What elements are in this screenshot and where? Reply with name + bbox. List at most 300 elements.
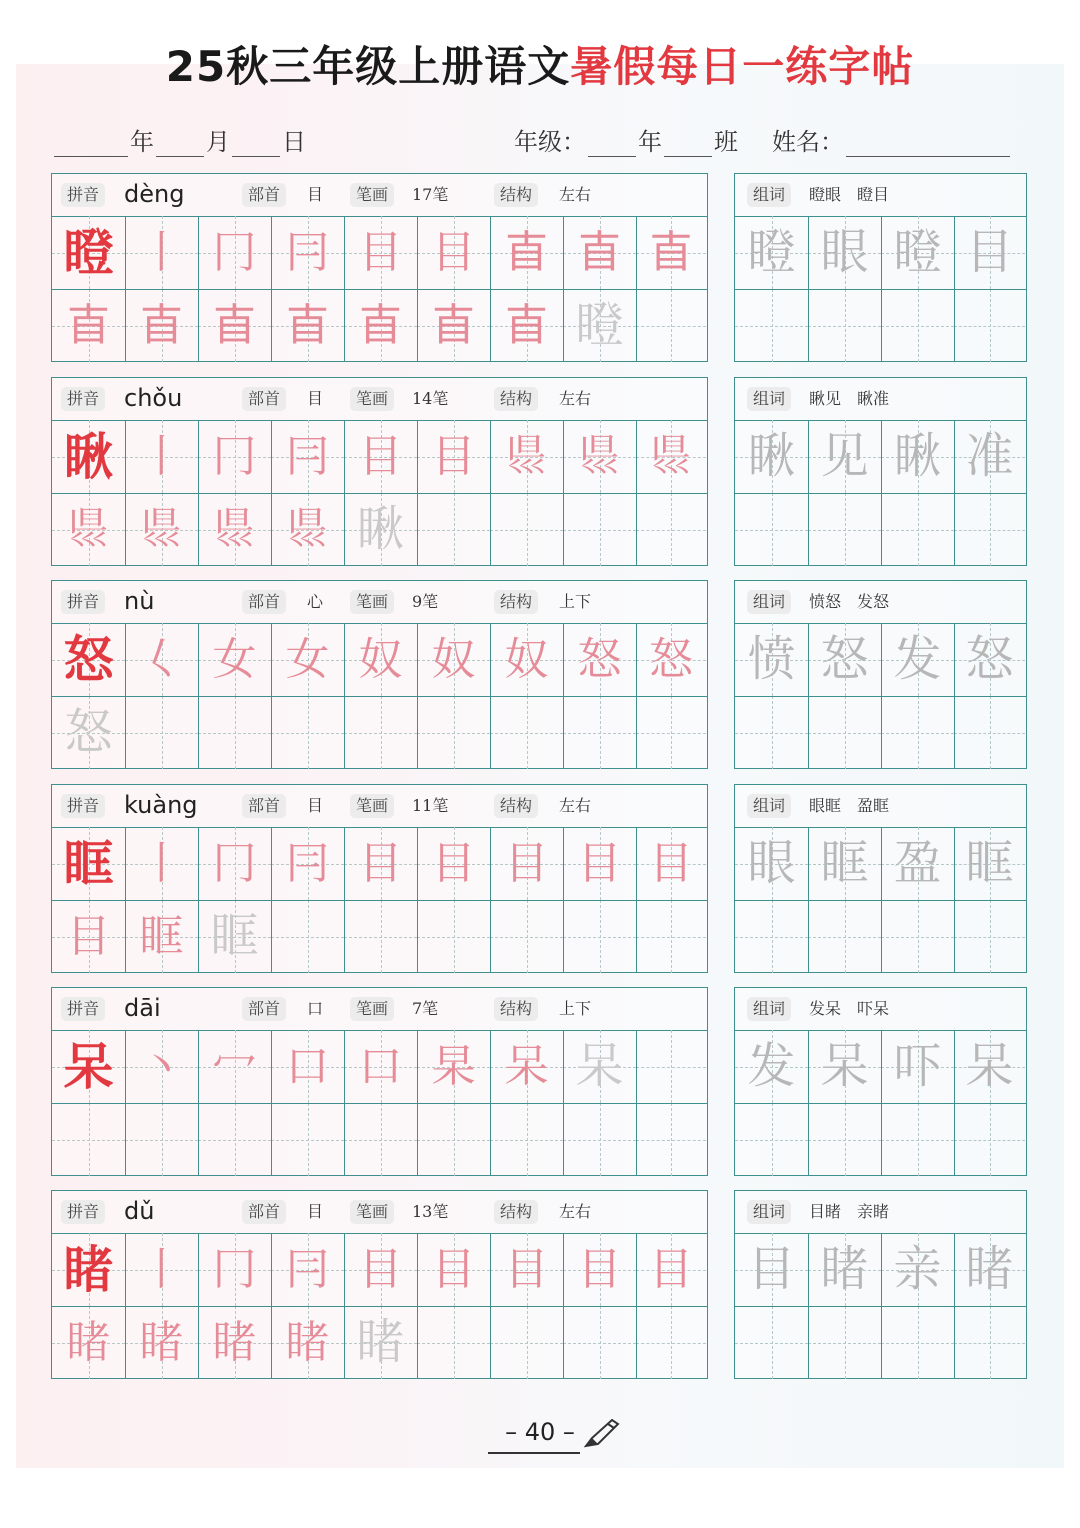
tianzige-cell[interactable] bbox=[490, 623, 563, 696]
practice-panel bbox=[51, 784, 708, 973]
word-group-panel bbox=[734, 173, 1027, 362]
word-practice-row bbox=[735, 1103, 1026, 1176]
tianzige-cell[interactable] bbox=[563, 1233, 636, 1306]
tianzige-cell[interactable] bbox=[125, 1030, 198, 1103]
words-value: 眼眶 盈眶 bbox=[809, 796, 890, 815]
tianzige-cell[interactable] bbox=[735, 623, 808, 696]
word-trace-character: 目 bbox=[965, 224, 1014, 280]
model-character: 呆 bbox=[63, 1037, 114, 1096]
tianzige-cell[interactable] bbox=[417, 696, 490, 769]
character-block bbox=[51, 1190, 1027, 1379]
tianzige-cell[interactable] bbox=[417, 1306, 490, 1379]
stroke-order-step: 瞪 bbox=[575, 297, 624, 353]
tianzige-cell[interactable] bbox=[125, 827, 198, 900]
tianzige-cell[interactable] bbox=[125, 216, 198, 289]
tianzige-cell[interactable] bbox=[954, 289, 1025, 362]
tianzige-cell[interactable] bbox=[881, 623, 954, 696]
practice-row bbox=[52, 696, 707, 769]
stroke-order-step: 𥃭 bbox=[577, 227, 622, 278]
page-title bbox=[0, 34, 1080, 94]
tianzige-cell[interactable] bbox=[954, 1030, 1025, 1103]
stroke-order-step: 丶 bbox=[139, 1041, 184, 1092]
stroke-order-step: 杲 bbox=[431, 1041, 476, 1092]
stroke-order-step: 目 bbox=[358, 431, 403, 482]
tianzige-cell[interactable] bbox=[125, 493, 198, 566]
tianzige-cell[interactable] bbox=[954, 1103, 1025, 1176]
tianzige-cell[interactable] bbox=[490, 900, 563, 973]
word-trace-character: 呆 bbox=[965, 1038, 1014, 1094]
stroke-order-step: 𡿨 bbox=[139, 634, 184, 685]
strokes-label: 笔画 bbox=[350, 794, 394, 818]
stroke-order-step: 𥃭 bbox=[504, 227, 549, 278]
tianzige-cell[interactable] bbox=[52, 1306, 125, 1379]
word-trace-character: 睹 bbox=[965, 1241, 1014, 1297]
tianzige-cell[interactable] bbox=[636, 216, 706, 289]
word-practice-row bbox=[735, 493, 1026, 566]
tianzige-cell[interactable] bbox=[563, 900, 636, 973]
tianzige-cell[interactable] bbox=[125, 696, 198, 769]
tianzige-cell[interactable] bbox=[563, 216, 636, 289]
tianzige-cell[interactable] bbox=[344, 1030, 417, 1103]
tianzige-cell[interactable] bbox=[490, 1103, 563, 1176]
radical-label: 部首 bbox=[242, 387, 286, 411]
tianzige-cell[interactable] bbox=[808, 900, 881, 973]
radical-value: 目 bbox=[307, 185, 324, 204]
tianzige-cell[interactable] bbox=[563, 1306, 636, 1379]
tianzige-cell[interactable] bbox=[808, 420, 881, 493]
stroke-order-step: 目 bbox=[649, 1244, 693, 1295]
stroke-order-step: 丨 bbox=[139, 431, 184, 482]
stroke-order-step: 冂 bbox=[212, 838, 257, 889]
tianzige-cell[interactable] bbox=[563, 289, 636, 362]
tianzige-cell[interactable] bbox=[417, 623, 490, 696]
stroke-order-step: 睹 bbox=[212, 1317, 257, 1368]
tianzige-cell[interactable] bbox=[881, 493, 954, 566]
tianzige-cell[interactable] bbox=[563, 1030, 636, 1103]
tianzige-cell[interactable] bbox=[417, 420, 490, 493]
tianzige-cell[interactable] bbox=[881, 216, 954, 289]
stroke-order-step: 目 bbox=[358, 227, 403, 278]
tianzige-cell[interactable] bbox=[52, 623, 125, 696]
tianzige-cell[interactable] bbox=[735, 900, 808, 973]
tianzige-cell[interactable] bbox=[490, 1306, 563, 1379]
tianzige-cell[interactable] bbox=[125, 289, 198, 362]
radical-label: 部首 bbox=[242, 997, 286, 1021]
tianzige-cell[interactable] bbox=[563, 827, 636, 900]
tianzige-cell[interactable] bbox=[271, 1103, 344, 1176]
tianzige-cell[interactable] bbox=[735, 420, 808, 493]
stroke-order-step: 丨 bbox=[139, 1244, 184, 1295]
month-blank[interactable] bbox=[156, 132, 204, 157]
name-blank[interactable] bbox=[846, 132, 1010, 157]
strokes-label: 笔画 bbox=[350, 387, 394, 411]
word-trace-character: 亲 bbox=[893, 1241, 942, 1297]
tianzige-cell[interactable] bbox=[417, 900, 490, 973]
tianzige-cell[interactable] bbox=[954, 1233, 1025, 1306]
model-character: 睹 bbox=[63, 1240, 114, 1299]
word-trace-character: 吓 bbox=[893, 1038, 942, 1094]
structure-value: 左右 bbox=[559, 1202, 592, 1221]
stroke-order-step: 𥃭 bbox=[66, 300, 111, 351]
stroke-order-step: 眶 bbox=[139, 911, 184, 962]
tianzige-cell[interactable] bbox=[954, 493, 1025, 566]
stroke-order-step: 口 bbox=[358, 1041, 403, 1092]
tianzige-cell[interactable] bbox=[881, 289, 954, 362]
page-number: 40 bbox=[524, 1418, 556, 1446]
day-blank[interactable] bbox=[232, 132, 280, 157]
character-info-header bbox=[52, 785, 707, 828]
tianzige-cell[interactable] bbox=[417, 289, 490, 362]
tianzige-cell[interactable] bbox=[125, 623, 198, 696]
tianzige-cell[interactable] bbox=[636, 1103, 706, 1176]
stroke-order-step: 𥄉 bbox=[285, 504, 330, 555]
practice-panel bbox=[51, 1190, 708, 1379]
year-label: 年 bbox=[130, 128, 154, 156]
word-group-header bbox=[735, 988, 1026, 1031]
words-label: 组词 bbox=[747, 794, 791, 818]
stroke-order-step: 目 bbox=[431, 1244, 476, 1295]
tianzige-cell[interactable] bbox=[954, 900, 1025, 973]
tianzige-cell[interactable] bbox=[344, 900, 417, 973]
tianzige-cell[interactable] bbox=[490, 289, 563, 362]
title-part1: 25秋三年级上册语文 bbox=[165, 42, 571, 91]
tianzige-cell[interactable] bbox=[808, 1306, 881, 1379]
word-trace-character: 盈 bbox=[893, 835, 942, 891]
tianzige-cell[interactable] bbox=[198, 493, 271, 566]
character-info-header bbox=[52, 174, 707, 217]
pinyin-value: dāi bbox=[124, 994, 161, 1022]
structure-label: 结构 bbox=[494, 794, 538, 818]
tianzige-cell[interactable] bbox=[490, 1233, 563, 1306]
pinyin-value: dèng bbox=[124, 180, 185, 208]
tianzige-cell[interactable] bbox=[563, 493, 636, 566]
tianzige-cell[interactable] bbox=[563, 420, 636, 493]
practice-row bbox=[52, 1030, 707, 1103]
stroke-order-step: 眶 bbox=[210, 908, 259, 964]
tianzige-cell[interactable] bbox=[198, 623, 271, 696]
tianzige-cell[interactable] bbox=[271, 493, 344, 566]
tianzige-cell[interactable] bbox=[344, 1103, 417, 1176]
tianzige-cell[interactable] bbox=[52, 696, 125, 769]
tianzige-cell[interactable] bbox=[735, 216, 808, 289]
stroke-order-step: 冃 bbox=[285, 1244, 330, 1295]
word-trace-character: 呆 bbox=[820, 1038, 869, 1094]
stroke-order-step: 冃 bbox=[285, 431, 330, 482]
structure-value: 左右 bbox=[559, 185, 592, 204]
tianzige-cell[interactable] bbox=[563, 696, 636, 769]
tianzige-cell[interactable] bbox=[198, 1103, 271, 1176]
practice-panel bbox=[51, 987, 708, 1176]
tianzige-cell[interactable] bbox=[271, 216, 344, 289]
tianzige-cell[interactable] bbox=[52, 900, 125, 973]
tianzige-cell[interactable] bbox=[198, 827, 271, 900]
tianzige-cell[interactable] bbox=[52, 289, 125, 362]
stroke-order-step: 丨 bbox=[139, 838, 184, 889]
stroke-order-step: 目 bbox=[504, 1244, 549, 1295]
tianzige-cell[interactable] bbox=[417, 827, 490, 900]
tianzige-cell[interactable] bbox=[198, 696, 271, 769]
structure-label: 结构 bbox=[494, 1200, 538, 1224]
practice-row bbox=[52, 1103, 707, 1176]
tianzige-cell[interactable] bbox=[808, 827, 881, 900]
tianzige-cell[interactable] bbox=[417, 1103, 490, 1176]
model-character: 怒 bbox=[63, 630, 114, 689]
tianzige-cell[interactable] bbox=[198, 1233, 271, 1306]
words-value: 瞪眼 瞪目 bbox=[809, 185, 890, 204]
tianzige-cell[interactable] bbox=[52, 420, 125, 493]
tianzige-cell[interactable] bbox=[271, 900, 344, 973]
strokes-value: 11笔 bbox=[412, 796, 449, 815]
tianzige-cell[interactable] bbox=[490, 216, 563, 289]
tianzige-cell[interactable] bbox=[881, 420, 954, 493]
model-character: 瞅 bbox=[63, 427, 114, 486]
character-block bbox=[51, 784, 1027, 973]
stroke-order-step: 丨 bbox=[139, 227, 184, 278]
tianzige-cell[interactable] bbox=[125, 1103, 198, 1176]
word-group-panel bbox=[734, 1190, 1027, 1379]
tianzige-cell[interactable] bbox=[881, 1233, 954, 1306]
tianzige-cell[interactable] bbox=[636, 1233, 706, 1306]
stroke-order-step: 𥃭 bbox=[212, 300, 257, 351]
character-block bbox=[51, 173, 1027, 362]
strokes-label: 笔画 bbox=[350, 997, 394, 1021]
words-value: 发呆 吓呆 bbox=[809, 999, 890, 1018]
stroke-order-step: 奴 bbox=[358, 634, 403, 685]
stroke-order-step: 瞅 bbox=[356, 501, 405, 557]
tianzige-cell[interactable] bbox=[563, 1103, 636, 1176]
tianzige-cell[interactable] bbox=[52, 1233, 125, 1306]
radical-value: 目 bbox=[307, 796, 324, 815]
tianzige-cell[interactable] bbox=[881, 827, 954, 900]
word-trace-character: 眶 bbox=[965, 835, 1014, 891]
tianzige-cell[interactable] bbox=[881, 1306, 954, 1379]
practice-row bbox=[52, 493, 707, 566]
tianzige-cell[interactable] bbox=[636, 289, 706, 362]
tianzige-cell[interactable] bbox=[344, 420, 417, 493]
word-practice-row bbox=[735, 623, 1026, 696]
tianzige-cell[interactable] bbox=[271, 623, 344, 696]
tianzige-cell[interactable] bbox=[125, 420, 198, 493]
tianzige-cell[interactable] bbox=[735, 1306, 808, 1379]
tianzige-cell[interactable] bbox=[563, 623, 636, 696]
word-group-panel bbox=[734, 987, 1027, 1176]
stroke-order-step: 冂 bbox=[212, 431, 257, 482]
tianzige-cell[interactable] bbox=[490, 420, 563, 493]
tianzige-cell[interactable] bbox=[808, 1103, 881, 1176]
tianzige-cell[interactable] bbox=[808, 493, 881, 566]
structure-label: 结构 bbox=[494, 590, 538, 614]
tianzige-cell[interactable] bbox=[417, 493, 490, 566]
tianzige-cell[interactable] bbox=[735, 289, 808, 362]
tianzige-cell[interactable] bbox=[808, 623, 881, 696]
tianzige-cell[interactable] bbox=[490, 696, 563, 769]
tianzige-cell[interactable] bbox=[490, 827, 563, 900]
radical-value: 心 bbox=[307, 592, 324, 611]
tianzige-cell[interactable] bbox=[808, 1030, 881, 1103]
stroke-order-step: 口 bbox=[285, 1041, 330, 1092]
pinyin-value: dǔ bbox=[124, 1197, 155, 1225]
practice-row bbox=[52, 289, 707, 362]
word-practice-row bbox=[735, 1233, 1026, 1306]
radical-label: 部首 bbox=[242, 1200, 286, 1224]
strokes-value: 14笔 bbox=[412, 389, 449, 408]
tianzige-cell[interactable] bbox=[52, 216, 125, 289]
word-group-header bbox=[735, 1191, 1026, 1234]
structure-value: 左右 bbox=[559, 796, 592, 815]
word-practice-row bbox=[735, 1306, 1026, 1379]
tianzige-cell[interactable] bbox=[954, 1306, 1025, 1379]
word-trace-character: 目 bbox=[747, 1241, 796, 1297]
character-block bbox=[51, 377, 1027, 566]
tianzige-cell[interactable] bbox=[344, 289, 417, 362]
tianzige-cell[interactable] bbox=[735, 1030, 808, 1103]
practice-panel bbox=[51, 173, 708, 362]
date-line bbox=[52, 122, 306, 157]
tianzige-cell[interactable] bbox=[52, 1103, 125, 1176]
stroke-order-step: 冂 bbox=[212, 227, 257, 278]
tianzige-cell[interactable] bbox=[125, 1233, 198, 1306]
words-value: 愤怒 发怒 bbox=[809, 592, 890, 611]
stroke-order-step: 目 bbox=[577, 1244, 622, 1295]
tianzige-cell[interactable] bbox=[125, 1306, 198, 1379]
tianzige-cell[interactable] bbox=[271, 1306, 344, 1379]
tianzige-cell[interactable] bbox=[636, 900, 706, 973]
tianzige-cell[interactable] bbox=[954, 827, 1025, 900]
year-blank[interactable] bbox=[54, 132, 128, 157]
tianzige-cell[interactable] bbox=[271, 1030, 344, 1103]
tianzige-cell[interactable] bbox=[636, 827, 706, 900]
pinyin-value: kuàng bbox=[124, 791, 198, 819]
word-group-header bbox=[735, 174, 1026, 217]
stroke-order-step: 怒 bbox=[649, 634, 693, 685]
stroke-order-step: 目 bbox=[504, 838, 549, 889]
tianzige-cell[interactable] bbox=[417, 1233, 490, 1306]
structure-value: 上下 bbox=[559, 999, 592, 1018]
stroke-order-step: 冖 bbox=[212, 1041, 257, 1092]
tianzige-cell[interactable] bbox=[198, 420, 271, 493]
word-trace-character: 眼 bbox=[820, 224, 869, 280]
tianzige-cell[interactable] bbox=[271, 696, 344, 769]
word-trace-character: 准 bbox=[965, 428, 1014, 484]
stroke-order-step: 冃 bbox=[285, 227, 330, 278]
tianzige-cell[interactable] bbox=[735, 1103, 808, 1176]
strokes-label: 笔画 bbox=[350, 1200, 394, 1224]
tianzige-cell[interactable] bbox=[636, 1306, 706, 1379]
tianzige-cell[interactable] bbox=[198, 1306, 271, 1379]
stroke-order-step: 目 bbox=[431, 838, 476, 889]
tianzige-cell[interactable] bbox=[636, 493, 706, 566]
tianzige-cell[interactable] bbox=[881, 696, 954, 769]
radical-label: 部首 bbox=[242, 590, 286, 614]
tianzige-cell[interactable] bbox=[954, 420, 1025, 493]
pen-icon bbox=[582, 1416, 622, 1450]
tianzige-cell[interactable] bbox=[271, 827, 344, 900]
tianzige-cell[interactable] bbox=[344, 696, 417, 769]
radical-value: 目 bbox=[307, 1202, 324, 1221]
tianzige-cell[interactable] bbox=[808, 1233, 881, 1306]
tianzige-cell[interactable] bbox=[198, 216, 271, 289]
tianzige-cell[interactable] bbox=[417, 1030, 490, 1103]
stroke-order-step: 𥃭 bbox=[285, 300, 330, 351]
word-trace-character: 瞅 bbox=[747, 428, 796, 484]
pinyin-label: 拼音 bbox=[61, 387, 105, 411]
tianzige-cell[interactable] bbox=[735, 1233, 808, 1306]
tianzige-cell[interactable] bbox=[881, 900, 954, 973]
tianzige-cell[interactable] bbox=[636, 420, 706, 493]
tianzige-cell[interactable] bbox=[808, 289, 881, 362]
stroke-order-step: 睹 bbox=[356, 1314, 405, 1370]
word-trace-character: 瞪 bbox=[747, 224, 796, 280]
stroke-order-step: 冃 bbox=[285, 838, 330, 889]
tianzige-cell[interactable] bbox=[954, 696, 1025, 769]
tianzige-cell[interactable] bbox=[490, 1030, 563, 1103]
month-label: 月 bbox=[206, 128, 230, 156]
stroke-order-step: 怒 bbox=[64, 704, 113, 760]
tianzige-cell[interactable] bbox=[735, 696, 808, 769]
tianzige-cell[interactable] bbox=[344, 216, 417, 289]
tianzige-cell[interactable] bbox=[881, 1030, 954, 1103]
tianzige-cell[interactable] bbox=[417, 216, 490, 289]
stroke-order-step: 女 bbox=[212, 634, 257, 685]
stroke-order-step: 𥄉 bbox=[139, 504, 184, 555]
stroke-order-step: 睹 bbox=[139, 1317, 184, 1368]
tianzige-cell[interactable] bbox=[198, 289, 271, 362]
tianzige-cell[interactable] bbox=[735, 493, 808, 566]
tianzige-cell[interactable] bbox=[271, 420, 344, 493]
tianzige-cell[interactable] bbox=[344, 623, 417, 696]
tianzige-cell[interactable] bbox=[344, 1233, 417, 1306]
tianzige-cell[interactable] bbox=[344, 493, 417, 566]
footer-underline bbox=[488, 1452, 580, 1454]
tianzige-cell[interactable] bbox=[344, 827, 417, 900]
grade-label: 年级： bbox=[514, 128, 586, 156]
stroke-order-step: 𥄉 bbox=[66, 504, 111, 555]
tianzige-cell[interactable] bbox=[735, 827, 808, 900]
tianzige-cell[interactable] bbox=[490, 493, 563, 566]
tianzige-cell[interactable] bbox=[636, 623, 706, 696]
words-value: 目睹 亲睹 bbox=[809, 1202, 890, 1221]
tianzige-cell[interactable] bbox=[198, 900, 271, 973]
tianzige-cell[interactable] bbox=[198, 1030, 271, 1103]
character-info-header bbox=[52, 378, 707, 421]
tianzige-cell[interactable] bbox=[954, 216, 1025, 289]
tianzige-cell[interactable] bbox=[271, 289, 344, 362]
tianzige-cell[interactable] bbox=[52, 493, 125, 566]
tianzige-cell[interactable] bbox=[52, 1030, 125, 1103]
tianzige-cell[interactable] bbox=[808, 216, 881, 289]
grade-blank[interactable] bbox=[588, 132, 636, 157]
tianzige-cell[interactable] bbox=[881, 1103, 954, 1176]
tianzige-cell[interactable] bbox=[636, 696, 706, 769]
model-character: 眶 bbox=[63, 834, 114, 893]
practice-row bbox=[52, 420, 707, 493]
practice-panel bbox=[51, 377, 708, 566]
tianzige-cell[interactable] bbox=[344, 1306, 417, 1379]
tianzige-cell[interactable] bbox=[954, 623, 1025, 696]
structure-value: 上下 bbox=[559, 592, 592, 611]
tianzige-cell[interactable] bbox=[52, 827, 125, 900]
strokes-value: 17笔 bbox=[412, 185, 449, 204]
character-info-header bbox=[52, 988, 707, 1031]
tianzige-cell[interactable] bbox=[636, 1030, 706, 1103]
tianzige-cell[interactable] bbox=[125, 900, 198, 973]
tianzige-cell[interactable] bbox=[808, 696, 881, 769]
word-trace-character: 发 bbox=[747, 1038, 796, 1094]
stroke-order-step: 睹 bbox=[285, 1317, 330, 1368]
tianzige-cell[interactable] bbox=[271, 1233, 344, 1306]
word-group-panel bbox=[734, 580, 1027, 769]
class-blank[interactable] bbox=[664, 132, 712, 157]
